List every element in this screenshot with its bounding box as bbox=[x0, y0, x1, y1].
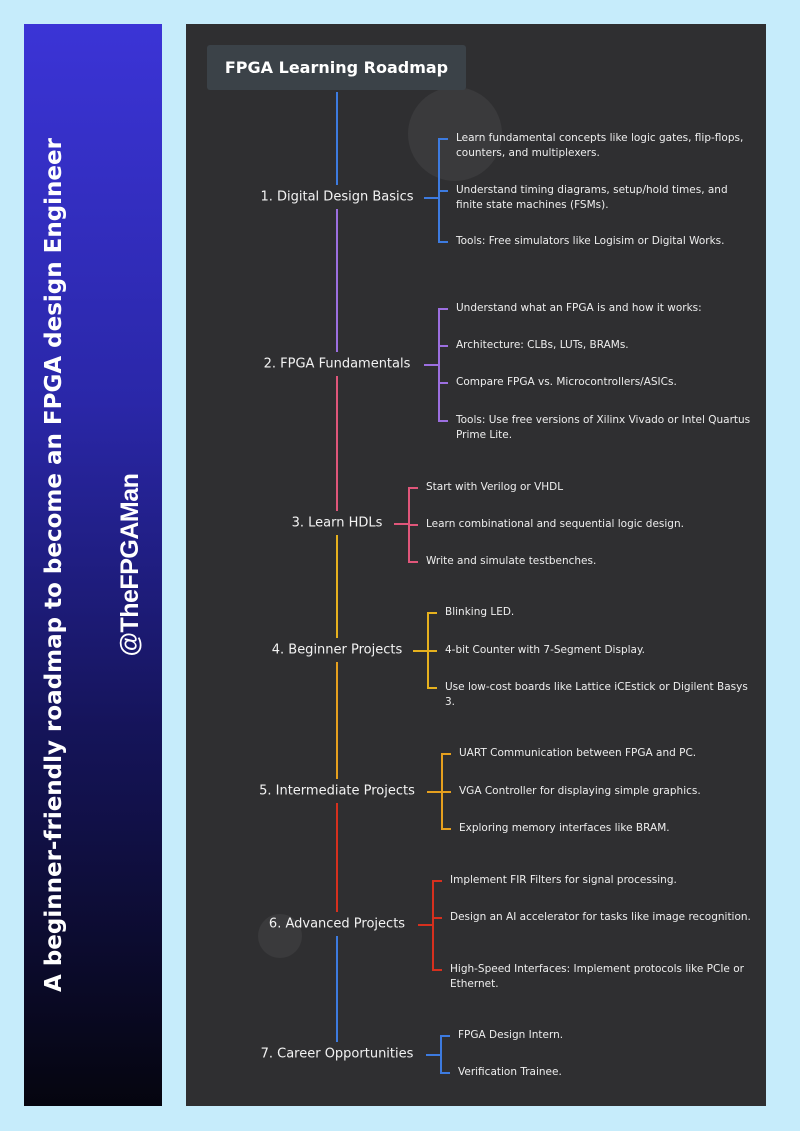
stage-connector bbox=[418, 924, 432, 926]
spine-segment bbox=[336, 662, 338, 779]
item-tick bbox=[408, 487, 418, 489]
item-tick bbox=[408, 524, 418, 526]
item-tick bbox=[427, 687, 437, 689]
item-tick bbox=[438, 382, 448, 384]
item-tick bbox=[438, 241, 448, 243]
stage-node: 4. Beginner Projects bbox=[271, 642, 403, 658]
roadmap-item: Start with Verilog or VHDL bbox=[426, 481, 564, 493]
stage-connector bbox=[394, 523, 408, 525]
roadmap-item: Verification Trainee. bbox=[458, 1066, 562, 1078]
roadmap-item: Learn combinational and sequential logic design. bbox=[426, 518, 684, 530]
item-tick bbox=[438, 308, 448, 310]
roadmap-title: FPGA Learning Roadmap bbox=[207, 45, 466, 90]
stage-node: 7. Career Opportunities bbox=[260, 1046, 414, 1062]
stage-connector bbox=[426, 1054, 440, 1056]
item-tick bbox=[427, 612, 437, 614]
item-tick bbox=[438, 420, 448, 422]
item-tick bbox=[432, 880, 442, 882]
stage-node: 1. Digital Design Basics bbox=[260, 189, 414, 205]
roadmap-panel bbox=[186, 24, 766, 1106]
roadmap-item: Implement FIR Filters for signal processing. bbox=[450, 874, 677, 886]
stage-connector bbox=[427, 791, 441, 793]
spine-segment bbox=[336, 535, 338, 638]
spine-segment bbox=[336, 92, 338, 185]
roadmap-item: Write and simulate testbenches. bbox=[426, 555, 597, 567]
roadmap-item: High-Speed Interfaces: Implement protocols like PCIe or Ethernet. bbox=[450, 963, 744, 990]
stage-bracket bbox=[438, 308, 440, 420]
item-tick bbox=[432, 917, 442, 919]
spine-segment bbox=[336, 803, 338, 912]
item-tick bbox=[440, 1035, 450, 1037]
stage-bracket bbox=[432, 880, 434, 969]
roadmap-item: Tools: Free simulators like Logisim or Digital Works. bbox=[456, 235, 725, 247]
item-tick bbox=[438, 190, 448, 192]
author-handle: @TheFPGAMan bbox=[116, 473, 144, 657]
spine-segment bbox=[336, 209, 338, 352]
roadmap-item: VGA Controller for displaying simple graphics. bbox=[459, 785, 701, 797]
roadmap-item: Blinking LED. bbox=[445, 606, 515, 618]
roadmap-item: Understand timing diagrams, setup/hold times, and finite state machines (FSMs). bbox=[456, 184, 728, 211]
item-tick bbox=[441, 753, 451, 755]
item-tick bbox=[432, 969, 442, 971]
stage-node: 6. Advanced Projects bbox=[268, 916, 406, 932]
stage-connector bbox=[424, 364, 438, 366]
spine-segment bbox=[336, 376, 338, 511]
stage-connector bbox=[424, 197, 438, 199]
stage-connector bbox=[413, 650, 427, 652]
roadmap-item: Exploring memory interfaces like BRAM. bbox=[459, 822, 670, 834]
item-tick bbox=[438, 345, 448, 347]
spine-segment bbox=[336, 936, 338, 1042]
roadmap-item: Architecture: CLBs, LUTs, BRAMs. bbox=[456, 339, 629, 351]
stage-node: 3. Learn HDLs bbox=[291, 515, 383, 531]
item-tick bbox=[441, 791, 451, 793]
item-tick bbox=[440, 1072, 450, 1074]
roadmap-item: UART Communication between FPGA and PC. bbox=[459, 747, 697, 759]
item-tick bbox=[408, 561, 418, 563]
roadmap-item: FPGA Design Intern. bbox=[458, 1029, 564, 1041]
roadmap-item: 4-bit Counter with 7-Segment Display. bbox=[445, 644, 646, 656]
roadmap-item: Understand what an FPGA is and how it works: bbox=[456, 302, 702, 314]
stage-node: 2. FPGA Fundamentals bbox=[263, 356, 411, 372]
item-tick bbox=[427, 650, 437, 652]
roadmap-item: Use low-cost boards like Lattice iCEstick or Digilent Basys 3. bbox=[445, 681, 748, 708]
roadmap-item: Design an AI accelerator for tasks like image recognition. bbox=[450, 911, 751, 923]
sidebar-text bbox=[38, 138, 148, 992]
stage-node: 5. Intermediate Projects bbox=[259, 783, 415, 799]
roadmap-item: Tools: Use free versions of Xilinx Vivado or Intel Quartus Prime Lite. bbox=[456, 414, 751, 441]
item-tick bbox=[438, 138, 448, 140]
item-tick bbox=[441, 828, 451, 830]
sidebar-banner bbox=[24, 24, 162, 1106]
roadmap-item: Compare FPGA vs. Microcontrollers/ASICs. bbox=[456, 376, 677, 388]
stage-bracket bbox=[440, 1035, 442, 1072]
sidebar-title: A beginner-friendly roadmap to become an FPGA design Engineer bbox=[41, 138, 67, 992]
roadmap-item: Learn fundamental concepts like logic gates, flip-flops, counters, and multiplexers. bbox=[456, 132, 744, 159]
